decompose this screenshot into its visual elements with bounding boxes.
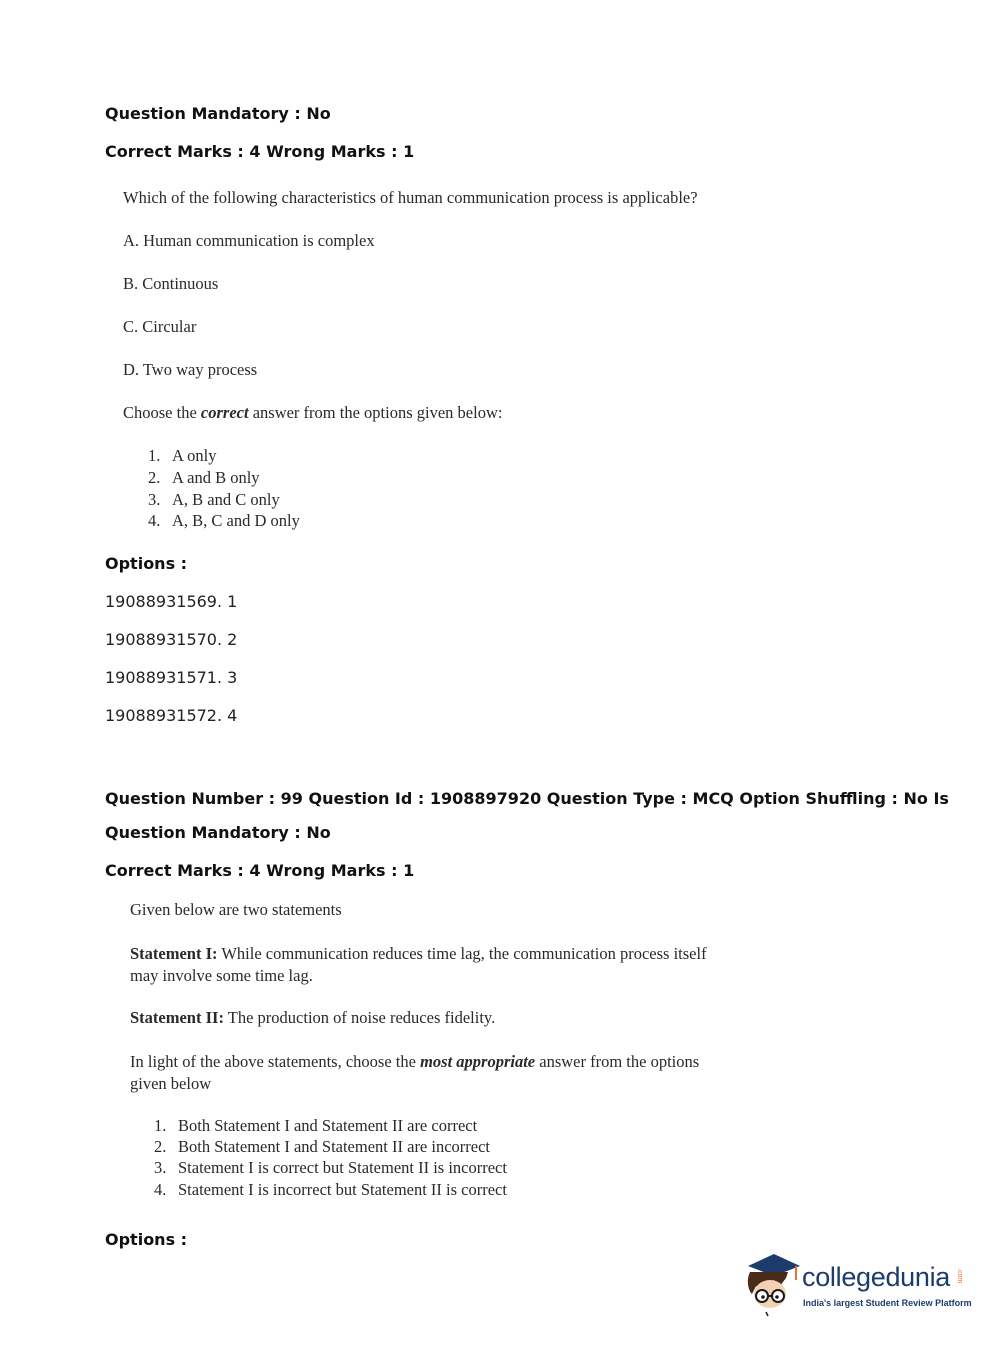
q98-option-1: 19088931569. 1 [105,592,238,611]
q98-question-text: Which of the following characteristics of human communication process is applicable? [123,188,698,207]
q98-choice-2: 2. A and B only [148,468,260,487]
q98-mandatory: Question Mandatory : No [105,104,331,123]
q99-options-label: Options : [105,1230,188,1249]
q99-choice-2: 2. Both Statement I and Statement II are incorrect [154,1137,491,1156]
q98-option-4: 19088931572. 4 [105,706,238,725]
q98-option-3: 19088931571. 3 [105,668,238,687]
q99-mandatory: Question Mandatory : No [105,823,331,842]
q99-instruction: In light of the above statements, choose the most appropriate answer from the options given below [130,1052,700,1093]
q99-choice-3: 3. Statement I is correct but Statement II is incorrect [154,1158,507,1177]
q99-marks: Correct Marks : 4 Wrong Marks : 1 [105,861,415,880]
q98-statement-c: C. Circular [123,317,197,336]
q98-marks: Correct Marks : 4 Wrong Marks : 1 [105,142,415,161]
logo-suffix: .com [956,1268,963,1284]
q98-option-2: 19088931570. 2 [105,630,238,649]
q98-choice-1: 1. A only [148,446,217,465]
q99-header: Question Number : 99 Question Id : 1908897920 Question Type : MCQ Option Shuffling : No Is [105,789,949,808]
q98-choice-3: 3. A, B and C only [148,490,280,509]
q99-intro: Given below are two statements [130,900,342,919]
q98-choice-4: 4. A, B, C and D only [148,511,300,530]
logo-tagline: India's largest Student Review Platform [803,1298,972,1308]
q99-statement-1: Statement I: While communication reduces time lag, the communication process itself may involve some time lag. [130,944,707,985]
q98-options-label: Options : [105,554,188,573]
mascot-icon [742,1250,802,1320]
q99-choice-1: 1. Both Statement I and Statement II are correct [154,1116,478,1135]
q99-choice-4: 4. Statement I is incorrect but Statement II is correct [154,1180,507,1199]
collegedunia-logo [742,1250,972,1320]
logo-wordmark: collegedunia [802,1262,951,1292]
q98-statement-b: B. Continuous [123,274,219,293]
q98-statement-a: A. Human communication is complex [123,231,375,250]
q98-statement-d: D. Two way process [123,360,258,379]
q99-statement-2: Statement II: The production of noise reduces fidelity. [130,1008,496,1027]
q98-choose-instruction: Choose the correct answer from the options given below: [123,403,503,422]
